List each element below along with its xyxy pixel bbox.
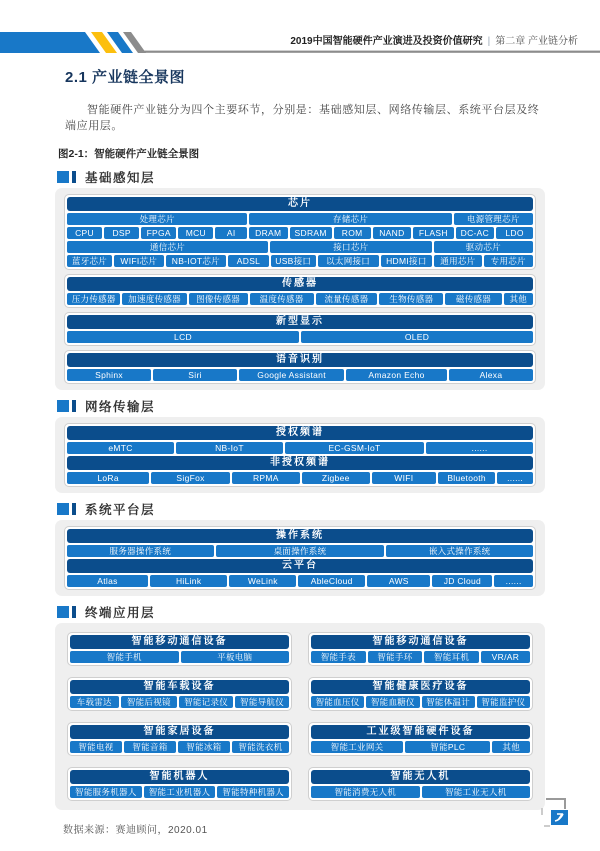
block-header: 工业级智能硬件设备 [311, 725, 530, 739]
chain-item: 存储芯片 [249, 213, 451, 225]
header-band [0, 32, 600, 53]
chain-item: 通信芯片 [67, 241, 268, 253]
chain-item: 通用芯片 [434, 255, 481, 267]
chain-item: 加速度传感器 [122, 293, 186, 305]
chain-item: 智能手环 [368, 651, 423, 663]
block-header: 智能健康医疗设备 [311, 680, 530, 694]
chain-item: NB-IOT芯片 [166, 255, 227, 267]
cell-row [311, 786, 530, 798]
section-marker-square-icon [57, 606, 69, 618]
chain-item: Bluetooth [438, 472, 495, 484]
chain-item: 智能特种机器人 [217, 786, 289, 798]
intro-paragraph: 智能硬件产业链分为四个主要环节，分别是：基础感知层、网络传输层、系统平台层及终端应用层。 [65, 104, 540, 132]
ccid-logo-icon [538, 796, 572, 832]
cell-row [311, 696, 530, 708]
section-panel-platform [55, 520, 545, 596]
cell-row [70, 741, 289, 753]
block-drone [308, 767, 533, 801]
section-header-sensing [57, 169, 545, 184]
chain-item: MCU [178, 227, 213, 239]
block-header: 芯片 [67, 197, 533, 211]
chain-item: 智能消费无人机 [311, 786, 420, 798]
chain-item: ...... [426, 442, 533, 454]
chain-item: Siri [153, 369, 237, 381]
cell-row [67, 575, 533, 587]
section-panel-sensing [55, 188, 545, 390]
block-display [64, 312, 536, 346]
chain-item: 智能工业网关 [311, 741, 403, 753]
chain-item: 智能洗衣机 [232, 741, 289, 753]
block-sensors [64, 274, 536, 308]
chain-item: 智能电视 [70, 741, 122, 753]
chain-item: eMTC [67, 442, 174, 454]
chain-item: WeLink [229, 575, 296, 587]
block-health [308, 677, 533, 711]
section-title-platform: 系统平台层 [85, 502, 156, 517]
chain-item: FPGA [141, 227, 176, 239]
chain-item: AWS [367, 575, 430, 587]
section-application [55, 604, 545, 810]
block-header: 授权频谱 [67, 426, 533, 440]
block-header: 云平台 [67, 559, 533, 573]
block-industrial [308, 722, 533, 756]
chain-item: 其他 [492, 741, 530, 753]
cell-row [70, 651, 289, 663]
cell-row [67, 442, 533, 454]
block-os-cloud [64, 526, 536, 590]
chain-item: 平板电脑 [181, 651, 290, 663]
section-network [55, 398, 545, 493]
chain-item: 以太网接口 [318, 255, 379, 267]
block-header: 智能移动通信设备 [311, 635, 530, 649]
chain-item: 温度传感器 [250, 293, 314, 305]
block-header: 智能车载设备 [70, 680, 289, 694]
chain-item: JD Cloud [432, 575, 492, 587]
chain-item: Zigbee [302, 472, 370, 484]
block-mobile-comm [67, 632, 292, 666]
chain-item: WIFI芯片 [114, 255, 164, 267]
chain-item: VR/AR [481, 651, 530, 663]
chain-item: 智能PLC [405, 741, 490, 753]
chain-item: CPU [67, 227, 102, 239]
chain-item: Sphinx [67, 369, 151, 381]
chain-item: 桌面操作系统 [216, 545, 385, 557]
chain-item: 电源管理芯片 [454, 213, 533, 225]
chain-item: 智能工业无人机 [422, 786, 531, 798]
chain-item: 专用芯片 [484, 255, 534, 267]
industry-chain-diagram [55, 169, 545, 810]
chain-item: LCD [67, 331, 299, 343]
chain-item: 智能手表 [311, 651, 366, 663]
cell-row [311, 741, 530, 753]
chain-item: 智能监护仪 [477, 696, 530, 708]
cell-row [67, 293, 533, 305]
cell-row [311, 651, 530, 663]
section-marker-bar-icon [72, 171, 76, 183]
chain-item: 智能导航仪 [235, 696, 289, 708]
block-header: 智能机器人 [70, 770, 289, 784]
chain-item: DSP [104, 227, 139, 239]
chain-item: SDRAM [290, 227, 332, 239]
section-header-network [57, 398, 545, 413]
chain-item: FLASH [413, 227, 453, 239]
chain-item: 压力传感器 [67, 293, 120, 305]
block-wearable-comm [308, 632, 533, 666]
block-chips [64, 194, 536, 270]
chain-item: ROM [334, 227, 371, 239]
chain-item: 智能音箱 [124, 741, 176, 753]
chain-item: NB-IoT [176, 442, 283, 454]
section-panel-application [55, 623, 545, 810]
running-header [290, 32, 578, 51]
chain-item: 驱动芯片 [434, 241, 533, 253]
block-header: 新型显示 [67, 315, 533, 329]
chain-item: 流量传感器 [316, 293, 378, 305]
block-spectrum [64, 423, 536, 487]
page-title: 2.1 产业链全景图 [65, 69, 186, 86]
header-divider: | [487, 36, 491, 47]
block-voice [64, 350, 536, 384]
cell-row [67, 331, 533, 343]
chain-item: USB接口 [271, 255, 316, 267]
block-robot [67, 767, 292, 801]
section-title-sensing: 基础感知层 [85, 170, 156, 185]
cell-row [67, 369, 533, 381]
chain-item: EC-GSM-IoT [285, 442, 424, 454]
cell-row [67, 213, 533, 225]
chain-item: HDMI接口 [381, 255, 433, 267]
section-header-platform [57, 501, 545, 516]
chain-item: 智能服务机器人 [70, 786, 142, 798]
chain-item: 磁传感器 [445, 293, 501, 305]
chain-item: Alexa [449, 369, 533, 381]
chain-item: OLED [301, 331, 533, 343]
chain-item: AbleCloud [298, 575, 365, 587]
chain-item: RPMA [232, 472, 300, 484]
block-header: 智能无人机 [311, 770, 530, 784]
chain-item: 生物传感器 [379, 293, 443, 305]
block-header: 语音识别 [67, 353, 533, 367]
chain-item: NAND [373, 227, 412, 239]
chain-item: 服务器操作系统 [67, 545, 214, 557]
section-header-application [57, 604, 545, 619]
chain-item: 智能血糖仪 [366, 696, 419, 708]
cell-row [67, 241, 533, 253]
section-panel-network [55, 417, 545, 493]
chain-item: AI [215, 227, 247, 239]
chain-item: ...... [497, 472, 533, 484]
chain-item: 车载雷达 [70, 696, 119, 708]
chain-item: LoRa [67, 472, 149, 484]
page-content [55, 66, 545, 836]
cell-row [67, 255, 533, 267]
chain-item: ADSL [228, 255, 269, 267]
section-marker-bar-icon [72, 400, 76, 412]
section-marker-bar-icon [72, 606, 76, 618]
chain-item: WIFI [372, 472, 436, 484]
cell-row [70, 786, 289, 798]
cell-row [67, 227, 533, 239]
chain-item: 嵌入式操作系统 [386, 545, 533, 557]
block-header: 非授权频谱 [67, 456, 533, 470]
chain-item: 智能工业机器人 [144, 786, 216, 798]
chain-item: SigFox [151, 472, 230, 484]
cell-row [70, 696, 289, 708]
section-sensing [55, 169, 545, 390]
chain-item: 其他 [504, 293, 533, 305]
block-header: 智能移动通信设备 [70, 635, 289, 649]
chain-item: 智能手机 [70, 651, 179, 663]
chain-item: HiLink [150, 575, 227, 587]
section-marker-square-icon [57, 503, 69, 515]
section-marker-square-icon [57, 400, 69, 412]
chain-item: 接口芯片 [270, 241, 432, 253]
section-title-network: 网络传输层 [85, 399, 156, 414]
figure-caption: 图2-1：智能硬件产业链全景图 [58, 148, 200, 160]
cell-row [67, 545, 533, 557]
block-home [67, 722, 292, 756]
chain-item: Atlas [67, 575, 148, 587]
section-marker-square-icon [57, 171, 69, 183]
block-header: 传感器 [67, 277, 533, 291]
chain-item: 智能冰箱 [178, 741, 230, 753]
section-platform [55, 501, 545, 596]
chain-item: DC-AC [456, 227, 495, 239]
chain-item: DRAM [249, 227, 288, 239]
report-title: 2019中国智能硬件产业演进及投资价值研究 [290, 36, 483, 47]
chain-item: LDO [496, 227, 533, 239]
chain-item: 智能后视镜 [121, 696, 178, 708]
chain-item: 处理芯片 [67, 213, 247, 225]
block-header: 操作系统 [67, 529, 533, 543]
section-marker-bar-icon [72, 503, 76, 515]
chain-item: 智能体温计 [422, 696, 475, 708]
chain-item: 智能记录仪 [179, 696, 233, 708]
chain-item: ...... [494, 575, 533, 587]
chain-item: Google Assistant [239, 369, 344, 381]
block-vehicle [67, 677, 292, 711]
cell-row [67, 472, 533, 484]
data-source: 数据来源：赛迪顾问，2020.01 [63, 825, 208, 836]
chain-item: 智能耳机 [424, 651, 479, 663]
block-header: 智能家居设备 [70, 725, 289, 739]
chain-item: 蓝牙芯片 [67, 255, 112, 267]
chain-item: 智能血压仪 [311, 696, 364, 708]
chapter-label: 第二章 产业链分析 [495, 36, 578, 47]
section-title-application: 终端应用层 [85, 605, 156, 620]
chain-item: 图像传感器 [189, 293, 248, 305]
chain-item: Amazon Echo [346, 369, 447, 381]
